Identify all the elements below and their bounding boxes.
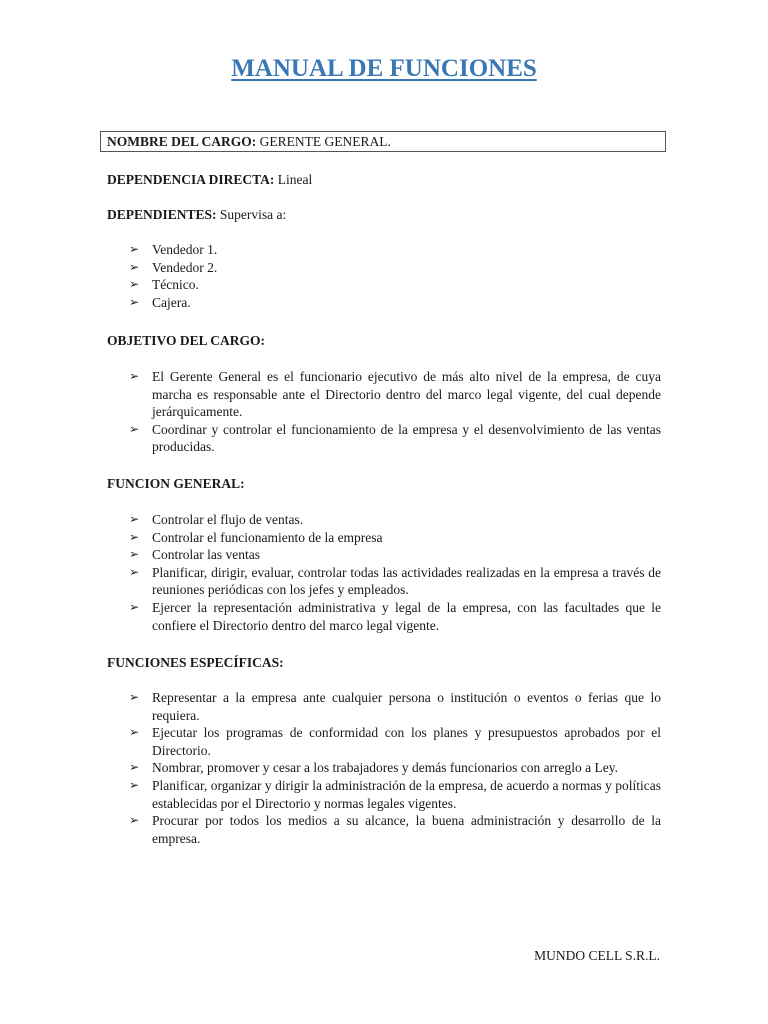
list-item: ➢ Ejecutar los programas de conformidad con los planes y presupuestos aprobados por el Directorio. (129, 725, 661, 758)
cargo-row (100, 131, 666, 152)
arrow-bullet-icon: ➢ (129, 725, 140, 740)
dependencia-label: DEPENDENCIA DIRECTA: (107, 172, 275, 187)
dependientes-value: Supervisa a: (219, 207, 287, 222)
arrow-bullet-icon: ➢ (129, 529, 140, 544)
list-item: ➢ Controlar las ventas (129, 547, 260, 563)
arrow-bullet-icon: ➢ (129, 777, 140, 792)
cargo-value: GERENTE GENERAL. (259, 134, 391, 149)
funcion-general-heading: FUNCION GENERAL: (107, 476, 245, 491)
dependientes-list (107, 241, 661, 311)
list-item: ➢ Procurar por todos los medios a su alcance, la buena administración y desarrollo de la empresa. (129, 813, 661, 846)
cargo-label: NOMBRE DEL CARGO: (107, 134, 257, 149)
dependientes-label: DEPENDIENTES: (107, 207, 217, 222)
funciones-especificas-list (107, 689, 661, 847)
list-item: ➢ Ejercer la representación administrativa y legal de la empresa, con las facultades que le confiere el Directorio dentro del marco legal vigente. (129, 599, 661, 633)
arrow-bullet-icon: ➢ (129, 760, 140, 775)
objetivo-list (107, 368, 661, 456)
list-item: ➢ El Gerente General es el funcionario ejecutivo de más alto nivel de la empresa, de cuya marcha es responsable ante el Directorio dentro del marco legal vigente, del cual depende jerárquicamente. (129, 369, 661, 420)
arrow-bullet-icon: ➢ (129, 369, 140, 383)
arrow-bullet-icon: ➢ (129, 259, 140, 274)
arrow-bullet-icon: ➢ (129, 547, 140, 562)
dependientes-row (107, 206, 286, 224)
page-title: MANUAL DE FUNCIONES (231, 55, 537, 82)
objetivo-heading: OBJETIVO DEL CARGO: (107, 333, 266, 348)
list-item: ➢ Planificar, dirigir, evaluar, controlar todas las actividades realizadas en la empresa a través de reuniones periódicas con los jefes y empleados. (129, 564, 661, 598)
list-item: ➢ Representar a la empresa ante cualquier persona o institución o eventos o ferias que lo requiera. (129, 690, 661, 723)
list-item: ➢ Controlar el flujo de ventas. (129, 512, 304, 527)
list-item: ➢ Cajera. (129, 294, 191, 310)
arrow-bullet-icon: ➢ (129, 277, 140, 292)
dependencia-row (107, 171, 312, 189)
arrow-bullet-icon: ➢ (129, 421, 140, 436)
arrow-bullet-icon: ➢ (129, 294, 140, 309)
arrow-bullet-icon: ➢ (129, 512, 140, 526)
list-item: ➢ Técnico. (129, 277, 199, 293)
arrow-bullet-icon: ➢ (129, 599, 140, 614)
funciones-especificas-heading: FUNCIONES ESPECÍFICAS: (107, 655, 284, 670)
list-item: ➢ Coordinar y controlar el funcionamiento de la empresa y el desenvolvimiento de las ventas producidas. (129, 421, 661, 455)
arrow-bullet-icon: ➢ (129, 242, 140, 256)
funcion-general-list (107, 511, 661, 634)
list-item: ➢ Planificar, organizar y dirigir la administración de la empresa, de acuerdo a normas y políticas establecidas por el Directorio y normas legales vigentes. (129, 777, 661, 811)
list-item: ➢ Vendedor 1. (129, 242, 218, 257)
list-item: ➢ Nombrar, promover y cesar a los trabajadores y demás funcionarios con arreglo a Ley. (129, 760, 619, 776)
list-item: ➢ Controlar el funcionamiento de la empresa (129, 529, 383, 545)
arrow-bullet-icon: ➢ (129, 564, 140, 579)
arrow-bullet-icon: ➢ (129, 690, 140, 704)
dependencia-value: Lineal (277, 172, 313, 187)
arrow-bullet-icon: ➢ (129, 813, 140, 828)
company-footer: MUNDO CELL S.R.L. (534, 948, 660, 963)
list-item: ➢ Vendedor 2. (129, 259, 218, 275)
